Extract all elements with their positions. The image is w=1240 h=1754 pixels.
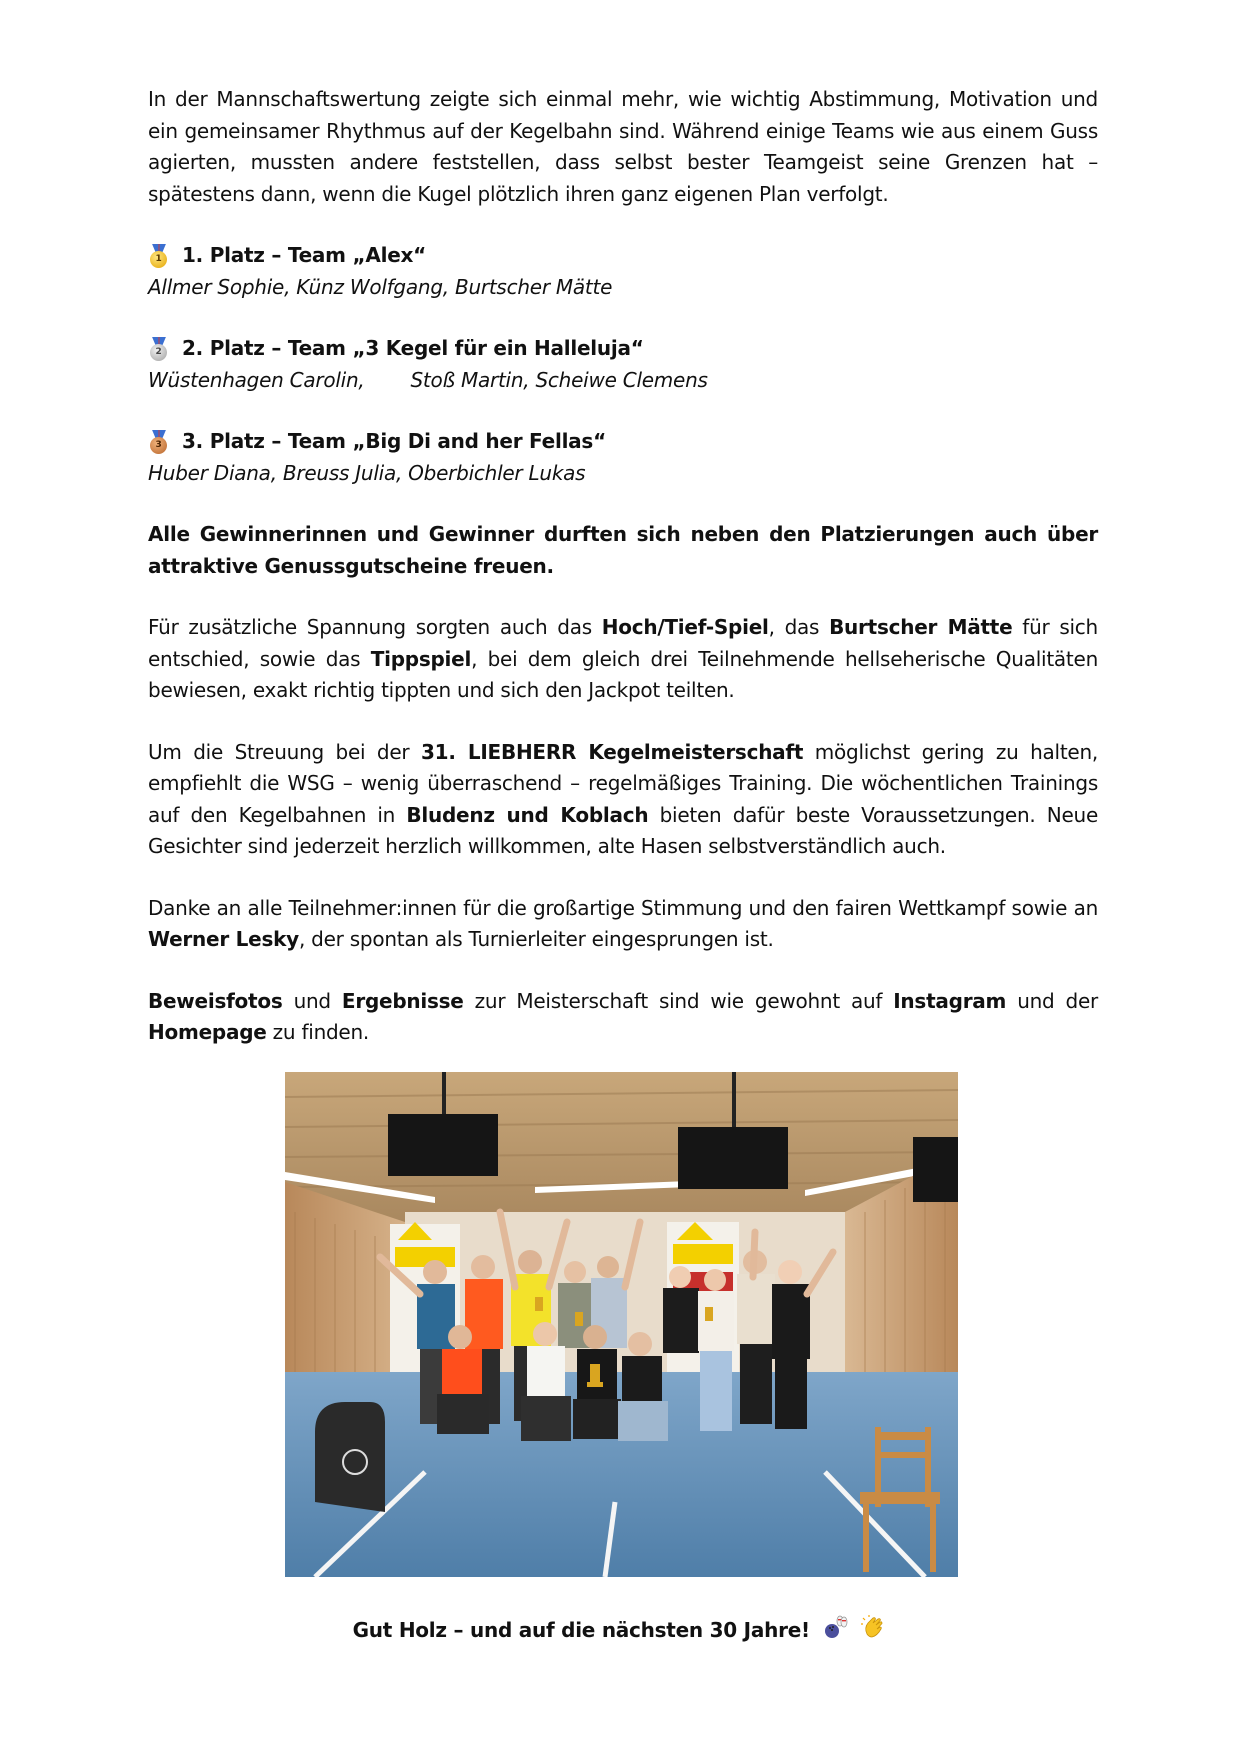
games-paragraph [148,612,1098,707]
thanks-paragraph [148,893,1098,956]
place-2-title-text: 2. Platz – Team „3 Kegel für ein Halleluja“ [182,336,644,360]
games-text-1: Für zusätzliche Spannung sorgten auch das [148,615,602,639]
photos-paragraph [148,986,1098,1049]
thanks-text-1: Danke an alle Teilnehmer:innen für die großartige Stimmung und den fairen Wettkampf sowie an [148,895,1098,920]
photos-bold-2: Ergebnisse [341,988,464,1013]
place-2-title [148,333,1098,365]
gold-medal-number: 1 [150,251,167,268]
place-2-members-text-a: Wüstenhagen Carolin, [148,367,365,392]
team-group-photo [285,1072,958,1577]
photos-text-2: zur Meisterschaft sind wie gewohnt auf [463,988,894,1013]
place-3-members [148,458,1098,490]
document-body [148,84,1098,1049]
place-3-title [148,426,1098,458]
bronze-medal-number: 3 [150,437,167,454]
games-bold-3: Tippspiel [370,646,472,671]
place-1-title-text: 1. Platz – Team „Alex“ [182,243,427,267]
silver-medal-icon [148,337,170,361]
photos-text-3: und der [1006,988,1099,1013]
closing-line [0,1614,1240,1649]
prizes-paragraph [148,519,1098,582]
place-2-block [148,333,1098,396]
training-text-3: bieten dafür beste Voraussetzungen. Neue Gesichter sind jederzeit herzlich willkommen, alte Hasen selbstverständlich auch. [148,802,1099,858]
games-text-3: für sich entschied, sowie das [148,615,1098,671]
closing-text: Gut Holz – und auf die nächsten 30 Jahre! [352,1618,810,1642]
games-text-2: , das [768,615,830,639]
bronze-medal-icon [148,430,170,454]
training-bold-1: 31. LIEBHERR Kegelmeisterschaft [420,739,804,764]
clapping-hands-icon [861,1614,887,1649]
team-group-photo-svg [285,1072,958,1577]
games-bold-2: Burtscher Mätte [829,615,1013,639]
place-1-members [148,272,1098,304]
training-paragraph [148,737,1098,863]
games-bold-1: Hoch/Tief-Spiel [601,615,769,639]
photos-text-1: und [282,988,342,1013]
photos-bold-3: Instagram [893,988,1007,1013]
place-3-block [148,426,1098,489]
place-2-members [148,365,1098,397]
silver-medal-number: 2 [150,344,167,361]
bowling-icon [823,1615,849,1648]
prizes-text: Alle Gewinnerinnen und Gewinner durften sich neben den Platzierungen auch über attraktive Genussgutscheine freuen. [148,522,1098,578]
thanks-bold-1: Werner Lesky [148,927,299,951]
place-1-members-text: Allmer Sophie, Künz Wolfgang, Burtscher Mätte [148,274,613,299]
place-1-block [148,240,1098,303]
place-3-title-text: 3. Platz – Team „Big Di and her Fellas“ [182,429,606,453]
gold-medal-icon [148,244,170,268]
place-2-members-text-b: Stoß Martin, Scheiwe Clemens [410,367,708,392]
place-3-members-text: Huber Diana, Breuss Julia, Oberbichler Lukas [148,460,586,485]
games-text-4: , bei dem gleich drei Teilnehmende hellseherische Qualitäten bewiesen, exakt richtig tippten und sich den Jackpot teilten. [148,646,1099,702]
thanks-text-2: , der spontan als Turnierleiter eingesprungen ist. [298,927,774,951]
training-text-1: Um die Streuung bei der [148,739,421,764]
training-bold-2: Bludenz und Koblach [406,802,649,827]
photos-text-4: zu finden. [266,1020,370,1044]
photos-bold-1: Beweisfotos [148,988,283,1013]
place-1-title [148,240,1098,272]
training-text-2: möglichst gering zu halten, empfiehlt die WSG – wenig überraschend – regelmäßiges Training. Die wöchentlichen Trainings auf den Kegelbahnen in [148,739,1098,827]
intro-paragraph: In der Mannschaftswertung zeigte sich einmal mehr, wie wichtig Abstimmung, Motivation und ein gemeinsamer Rhythmus auf der Kegelbahn sind. Während einige Teams wie aus einem Guss agierten, mussten andere feststellen, dass selbst bester Teamgeist seine Grenzen hat – spätestens dann, wenn die Kugel plötzlich ihren ganz eigenen Plan verfolgt. [148,87,1098,206]
photos-bold-4: Homepage [148,1020,267,1044]
